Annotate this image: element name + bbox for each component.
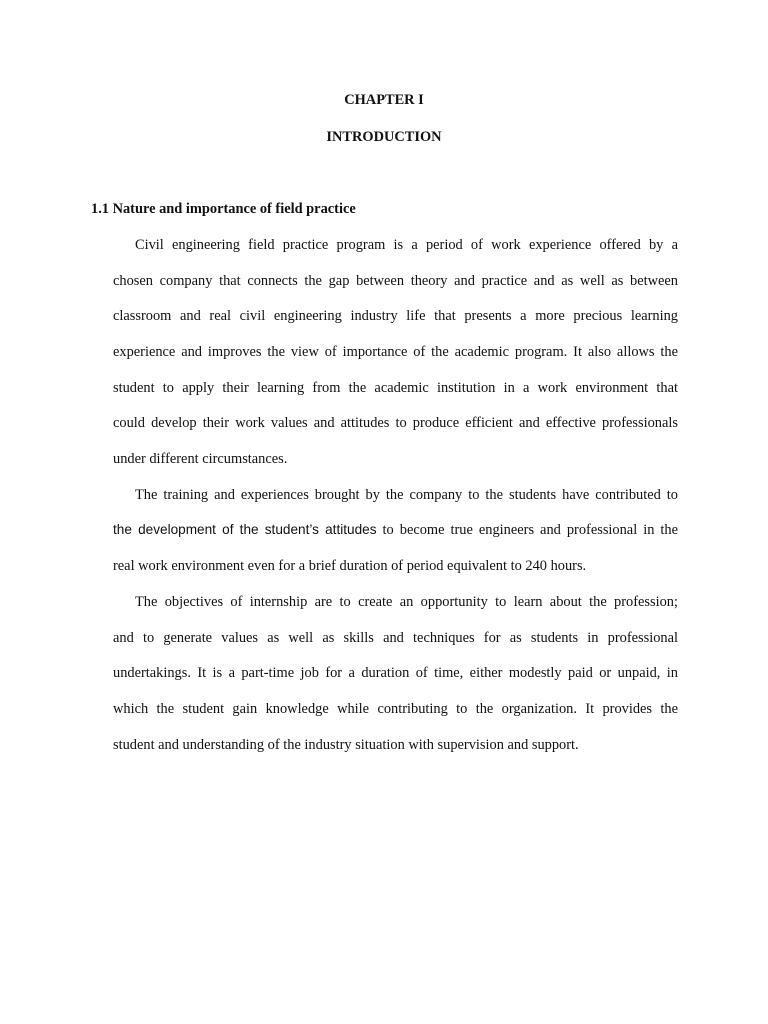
paragraph-3-line-4: which the student gain knowledge while contributing to the organization. It provides the (113, 701, 678, 717)
paragraph-1-line-2: chosen company that connects the gap between theory and practice and as well as between (113, 273, 678, 289)
paragraph-1-line-1: Civil engineering field practice program is a period of work experience offered by a (135, 237, 678, 253)
paragraph-2-line-1: The training and experiences brought by the company to the students have contributed to (135, 487, 678, 503)
paragraph-1-line-3: classroom and real civil engineering industry life that presents a more precious learning (113, 308, 678, 324)
paragraph-3-line-3: undertakings. It is a part-time job for a duration of time, either modestly paid or unpaid, in (113, 665, 678, 681)
chapter-number: CHAPTER I (344, 92, 424, 108)
paragraph-3-line-1: The objectives of internship are to create an opportunity to learn about the profession; (135, 594, 678, 610)
section-heading: 1.1 Nature and importance of field practice (91, 201, 356, 217)
paragraph-2-line-2-rest: to become true engineers and professional in the (376, 522, 679, 538)
paragraph-3-line-2: and to generate values as well as skills and techniques for as students in professional (113, 630, 678, 646)
paragraph-3-line-5: student and understanding of the industry situation with supervision and support. (113, 737, 579, 753)
paragraph-1-line-7: under different circumstances. (113, 451, 288, 467)
paragraph-1-line-4: experience and improves the view of importance of the academic program. It also allows the (113, 344, 678, 360)
paragraph-1-line-6: could develop their work values and attitudes to produce efficient and effective professionals (113, 415, 678, 431)
chapter-title: INTRODUCTION (326, 129, 442, 145)
paragraph-1-line-5: student to apply their learning from the academic institution in a work environment that (113, 380, 678, 396)
paragraph-2-line-2 (113, 521, 678, 539)
paragraph-2-line-2-calibri-run: the development of the student’s attitudes (113, 522, 377, 537)
paragraph-2-line-3: real work environment even for a brief duration of period equivalent to 240 hours. (113, 558, 587, 574)
